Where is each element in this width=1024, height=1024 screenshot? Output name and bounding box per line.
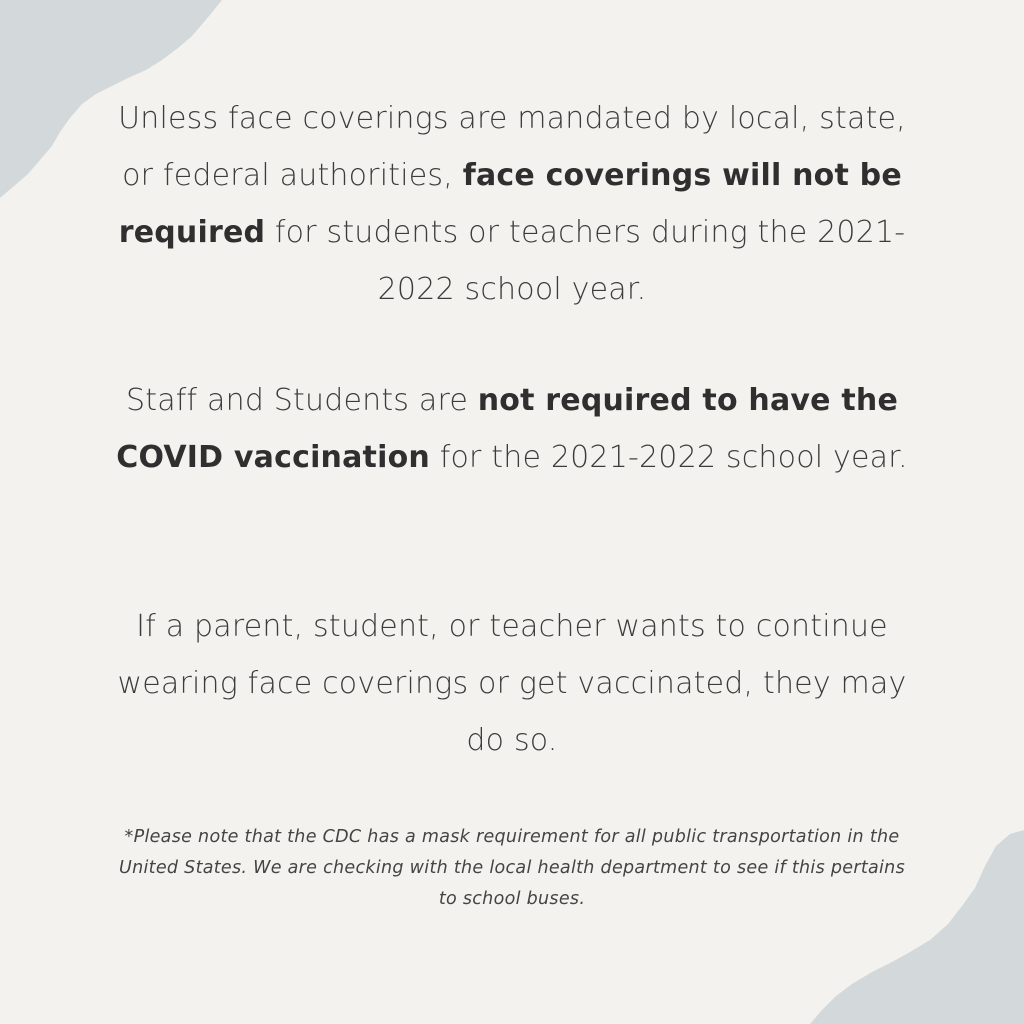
face-covering-paragraph (100, 90, 924, 318)
cdc-footnote: *Please note that the CDC has a mask requirement for all public transportation in the United States. We are checking with the local health department to see if this pertains to school buses. (119, 827, 905, 909)
face-covering-emphasis: face coverings will not be required (118, 158, 902, 250)
vaccination-intro: Staff and Students are (125, 383, 478, 418)
optional-choice-paragraph: If a parent, student, or teacher wants to continue wearing face coverings or get vaccinated, they may do so. (117, 609, 907, 758)
face-covering-outro: for students or teachers during the 2021-2022 school year. (265, 215, 906, 307)
vaccination-outro: for the 2021-2022 school year. (429, 440, 908, 475)
vaccination-paragraph (100, 372, 924, 486)
vaccination-emphasis: not required to have the COVID vaccination (116, 383, 898, 475)
face-covering-intro: Unless face coverings are mandated by local, state, or federal authorities, (118, 101, 906, 193)
